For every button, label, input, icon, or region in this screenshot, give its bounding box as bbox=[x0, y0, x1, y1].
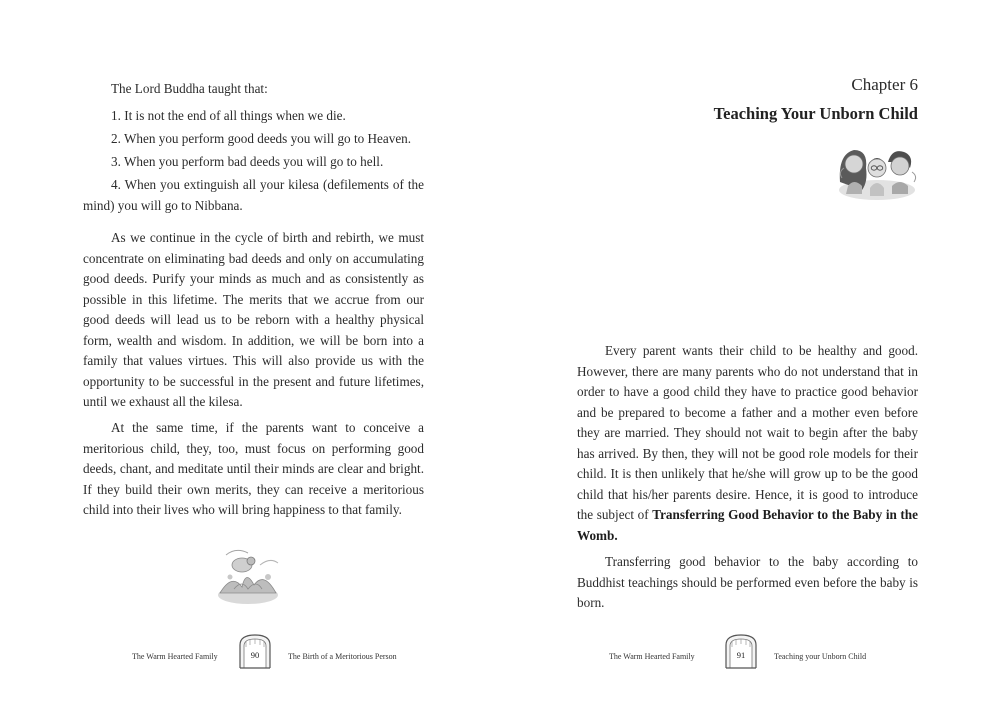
chapter-number: Chapter 6 bbox=[851, 75, 918, 94]
paragraph-meritorious-child: At the same time, if the parents want to conceive a meritorious child, they, too, must focus on performing good deeds, chant, and meditate until their minds are clear and bright. If they build their own merits, they can receive a meritorious child into their lives who will bring happiness to that family. bbox=[83, 420, 424, 517]
lotus-illustration bbox=[212, 543, 284, 609]
paragraph-every-parent-text: Every parent wants their child to be healthy and good. However, there are many parents who do not understand that in order to have a good child they have to practice good behavior and be prepared to become a father and a mother even before they are married. They should not wait to begin after the baby has arrived. By then, they will not be good role models for their child. It is then unlikely that he/she will grow up to be the good child that his/her parents desire. Hence, it is good to introduce the subject of bbox=[577, 343, 918, 522]
footer-chapter-title: The Birth of a Meritorious Person bbox=[288, 652, 397, 661]
right-footer bbox=[607, 633, 967, 673]
family-illustration bbox=[834, 138, 920, 202]
footer-book-title: The Warm Hearted Family bbox=[132, 652, 218, 661]
intro-line: The Lord Buddha taught that: bbox=[111, 81, 268, 96]
footer-book-title: The Warm Hearted Family bbox=[609, 652, 695, 661]
right-page bbox=[500, 0, 1000, 707]
teaching-item-2: 2. When you perform good deeds you will go to Heaven. bbox=[111, 131, 412, 146]
teaching-item-4: 4. When you extinguish all your kilesa (defilements of the mind) you will go to Nibbana. bbox=[83, 177, 424, 213]
page-number-frame-icon bbox=[237, 633, 273, 669]
left-footer bbox=[130, 633, 490, 673]
page-number-frame-icon bbox=[723, 633, 759, 669]
teaching-item-1: 1. It is not the end of all things when we die. bbox=[111, 108, 346, 123]
transferring-good-behavior-emphasis: Transferring Good Behavior to the Baby in the Womb. bbox=[577, 507, 918, 543]
page-number: 91 bbox=[736, 650, 746, 660]
chapter-title: Teaching Your Unborn Child bbox=[713, 104, 918, 123]
footer-chapter-title: Teaching your Unborn Child bbox=[774, 652, 867, 661]
paragraph-transferring: Transferring good behavior to the baby according to Buddhist teachings should be performed even before the baby is born. bbox=[577, 554, 918, 610]
teaching-item-3: 3. When you perform bad deeds you will go to hell. bbox=[111, 154, 384, 169]
paragraph-cycle-of-rebirth: As we continue in the cycle of birth and rebirth, we must concentrate on eliminating bad deeds and only on accumulating good deeds. Purify your minds as much and as consistently as possible in this lifetime. The merits that we accrue from our good deeds will lead us to be reborn with a healthy physical form, wealth and wisdom. In addition, we will be born into a family that values virtues. This will also provide us with the opportunity to be successful in the present and future lifetimes, until we exhaust all the kilesa. bbox=[83, 230, 424, 409]
paragraph-every-parent bbox=[577, 341, 918, 546]
page-number: 90 bbox=[250, 650, 260, 660]
